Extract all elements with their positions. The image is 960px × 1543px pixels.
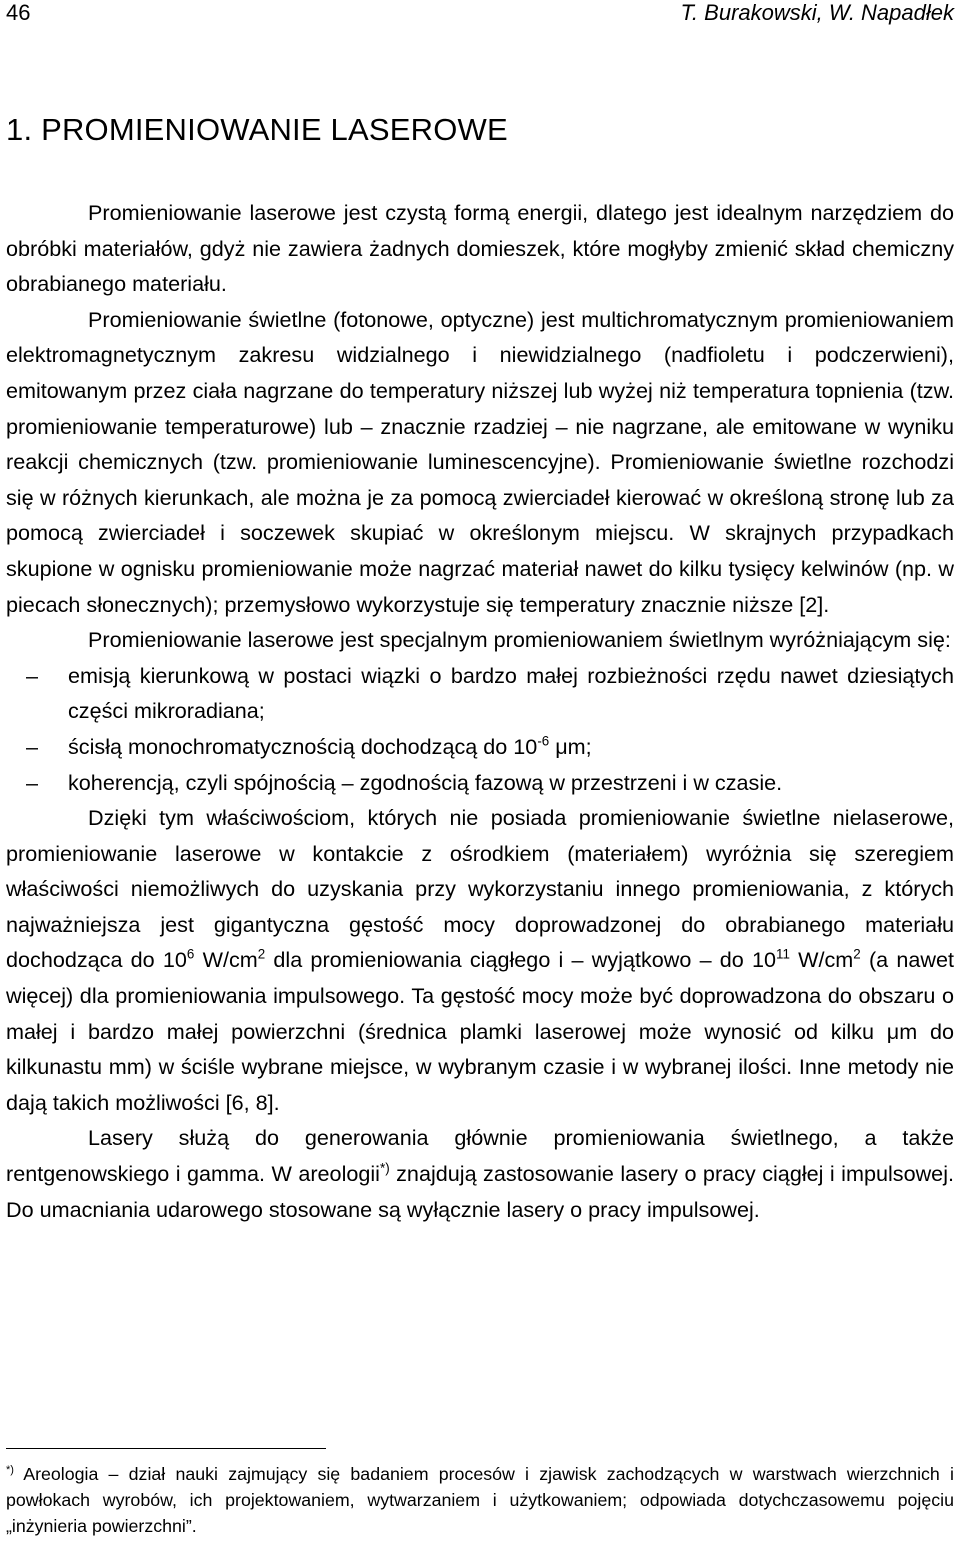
exponent: 6 (186, 947, 195, 963)
list-dash: – (26, 769, 39, 795)
exponent: 2 (257, 947, 266, 963)
list-item-text: emisją kierunkową w postaci wiązki o bardzo małej rozbieżności rzędu nawet dziesiątych części mikroradiana; (68, 662, 954, 724)
paragraph-4 (6, 800, 954, 1120)
running-head-authors: T. Burakowski, W. Napadłek (680, 0, 954, 25)
paragraph-5 (6, 1120, 954, 1227)
paragraph-4-text: dla promieniowania ciągłego i – wyjątkowo – do 10 (265, 947, 777, 973)
footnote-separator (6, 1448, 326, 1449)
exponent: 2 (853, 947, 861, 963)
exponent: 11 (776, 947, 790, 963)
page-header (6, 0, 954, 34)
paragraph-4-text: (a nawet więcej) dla promieniowania impulsowego. Ta gęstość mocy może być doprowadzona do obszaru o małej i bardzo małej powierzchni (średnica plamki laserowej może wynosić od kilku μm do kilkunastu mm) w ściśle wybrane miejsce, w wybranym czasie i w wybranej ilości. Inne metody nie dają takich możliwości [6, 8]. (6, 947, 954, 1115)
exponent: -6 (537, 733, 550, 749)
list-item-text: ścisłą monochromatycznością dochodzącą do 10 (68, 733, 538, 759)
paragraph-4-text: Dzięki tym właściwościom, których nie posiada promieniowanie świetlne nielaserowe, promieniowanie laserowe w kontakcie z ośrodkiem (materiałem) wyróżnia się szeregiem właściwości niemożliwych do uzyskania przy wykorzystaniu innego promieniowania, z których najważniejsza jest gigantyczna gęstość mocy doprowadzonej do obrabianego materiału dochodząca do 10 (6, 805, 954, 973)
paragraph-4-text: W/cm (789, 947, 854, 973)
list-item-text: μm; (549, 733, 592, 759)
list-item (6, 729, 954, 765)
list-dash: – (26, 733, 39, 759)
list-item (6, 765, 954, 801)
paragraph-3: Promieniowanie laserowe jest specjalnym promieniowaniem świetlnym wyróżniającym się: (88, 627, 951, 653)
body-text (6, 195, 954, 1227)
paragraph-5-text: znajdują zastosowanie lasery o pracy ciągłej i impulsowej. Do umacniania udarowego stosowane są wyłącznie lasery o pracy impulsowej. (6, 1161, 954, 1222)
section-title: 1. PROMIENIOWANIE LASEROWE (6, 112, 508, 147)
footnote-text: Areologia – dział nauki zajmujący się badaniem procesów i zjawisk zachodzących w warstwach wierzchnich i powłokach wyrobów, ich projektowaniem, wytwarzaniem i użytkowaniem; odpowiada dotychczasowemu pojęciu „inżynieria powierzchni”. (6, 1464, 954, 1536)
list-item-text: koherencją, czyli spójnością – zgodnością fazową w przestrzeni i w czasie. (68, 769, 783, 795)
footnote (6, 1462, 954, 1539)
paragraph-1: Promieniowanie laserowe jest czystą formą energii, dlatego jest idealnym narzędziem do obróbki materiałów, gdyż nie zawiera żadnych domieszek, które mogłyby zmienić skład chemiczny obrabianego materiału. (6, 200, 954, 297)
footnote-marker: *) (6, 1464, 14, 1477)
footnote-reference: *) (379, 1160, 390, 1176)
paragraph-2: Promieniowanie świetlne (fotonowe, optyczne) jest multichromatycznym promieniowaniem elektromagnetycznym zakresu widzialnego i niewidzialnego (nadfioletu i podczerwieni), emitowanym przez ciała nagrzane do temperatury niższej lub wyżej niż temperatura topnienia (tzw. promieniowanie temperaturowe) lub – znacznie rzadziej – nie nagrzane, ale emitowane w wyniku reakcji chemicznych (tzw. promieniowanie luminescencyjne). Promieniowanie świetlne rozchodzi się w różnych kierunkach, ale można je za pomocą zwierciadeł kierować w określoną stronę lub za pomocą zwierciadeł i soczewek skupiać w określonym miejscu. W skrajnych przypadkach skupione w ognisku promieniowanie może nagrzać materiał nawet do kilku tysięcy kelwinów (np. w piecach słonecznych); przemysłowo wykorzystuje się temperatury znacznie niższe [2]. (6, 306, 954, 617)
properties-list (6, 658, 954, 800)
paragraph-5-text: Lasery służą do generowania głównie promieniowania świetlnego, a także rentgenowskiego i gamma. W areologii (6, 1125, 954, 1187)
list-item (6, 658, 954, 729)
page-number: 46 (6, 0, 31, 25)
paragraph-4-text: W/cm (194, 947, 258, 973)
list-dash: – (26, 662, 39, 688)
